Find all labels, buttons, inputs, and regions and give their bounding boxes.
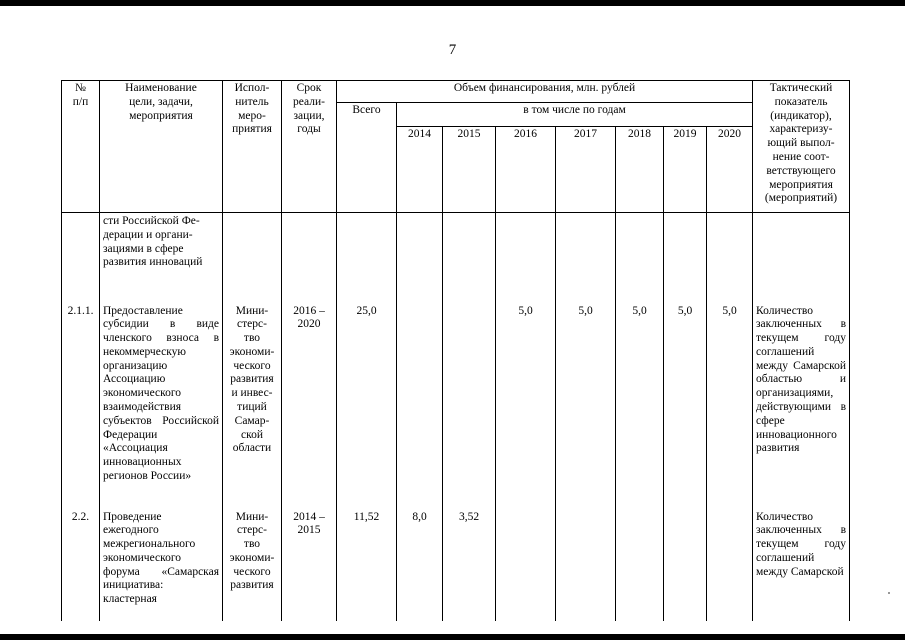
table-row bbox=[62, 305, 850, 511]
row-name: Предоставление субсидии в виде членского взноса в некоммерческую организацию Ассоциацию экономического взаимодействия субъектов Российской Федерации «Ассоциация инновационных регионов России» bbox=[100, 305, 223, 511]
row-indicator: Количество заключенных в текущем году соглашений между Самарской bbox=[753, 511, 850, 621]
header-term: Срок реали- зации, годы bbox=[282, 81, 337, 213]
header-year-2018: 2018 bbox=[616, 127, 664, 213]
bottom-border bbox=[0, 634, 905, 640]
row-indicator: Количество заключенных в текущем году соглашений между Самарской областью и организациями, действующими в сфере инновационного развития bbox=[753, 305, 850, 511]
header-num: № п/п bbox=[62, 81, 100, 213]
header-year-2017: 2017 bbox=[556, 127, 616, 213]
row-2015 bbox=[443, 305, 496, 511]
header-year-2014: 2014 bbox=[397, 127, 443, 213]
continuation-name: сти Российской Фе- дерации и органи- зациями в сфере развития инноваций bbox=[100, 213, 223, 305]
row-2017: 5,0 bbox=[556, 305, 616, 511]
table-row-continuation bbox=[62, 213, 850, 305]
header-year-2016: 2016 bbox=[496, 127, 556, 213]
row-2015: 3,52 bbox=[443, 511, 496, 621]
scan-speck bbox=[888, 592, 890, 594]
table-row bbox=[62, 511, 850, 621]
row-term: 2016 – 2020 bbox=[282, 305, 337, 511]
top-border bbox=[0, 0, 905, 6]
header-funding: Объем финансирования, млн. рублей bbox=[337, 81, 753, 103]
header-by-year: в том числе по годам bbox=[397, 103, 753, 127]
row-num: 2.2. bbox=[62, 511, 100, 621]
row-2016 bbox=[496, 511, 556, 621]
row-2019: 5,0 bbox=[664, 305, 707, 511]
header-year-2019: 2019 bbox=[664, 127, 707, 213]
funding-table bbox=[61, 80, 850, 621]
row-2014: 8,0 bbox=[397, 511, 443, 621]
row-executor: Мини- стерс- тво экономи- ческого развития bbox=[223, 511, 282, 621]
header-year-2015: 2015 bbox=[443, 127, 496, 213]
page-number: 7 bbox=[448, 42, 457, 58]
header-indicator: Тактический показатель (индикатор), характеризу- ющий выпол- нение соот- ветствующего мероприятия (мероприятий) bbox=[753, 81, 850, 213]
row-term: 2014 – 2015 bbox=[282, 511, 337, 621]
row-name: Проведение ежегодного межрегионального экономического форума «Самарская инициатива: кластерная bbox=[100, 511, 223, 621]
header-total: Всего bbox=[337, 103, 397, 213]
row-2017 bbox=[556, 511, 616, 621]
row-num: 2.1.1. bbox=[62, 305, 100, 511]
header-name: Наименование цели, задачи, мероприятия bbox=[100, 81, 223, 213]
header-executor: Испол- нитель меро- приятия bbox=[223, 81, 282, 213]
row-total: 11,52 bbox=[337, 511, 397, 621]
row-2018 bbox=[616, 511, 664, 621]
row-2014 bbox=[397, 305, 443, 511]
row-2020: 5,0 bbox=[707, 305, 753, 511]
row-2019 bbox=[664, 511, 707, 621]
row-executor: Мини- стерс- тво экономи- ческого развития и инвес- тиций Самар- ской области bbox=[223, 305, 282, 511]
row-2020 bbox=[707, 511, 753, 621]
row-2016: 5,0 bbox=[496, 305, 556, 511]
row-total: 25,0 bbox=[337, 305, 397, 511]
header-year-2020: 2020 bbox=[707, 127, 753, 213]
row-2018: 5,0 bbox=[616, 305, 664, 511]
